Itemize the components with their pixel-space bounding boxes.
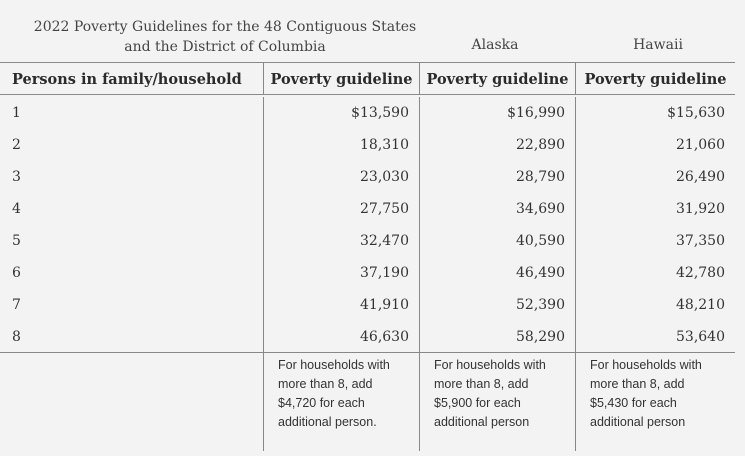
row-8-alaska: 58,290 [419,321,575,353]
row-8-contiguous: 46,630 [263,321,419,353]
row-3-contiguous: 23,030 [263,161,419,193]
row-8-hawaii: 53,640 [575,321,735,353]
row-1-alaska: $16,990 [419,97,575,129]
row-4-alaska: 34,690 [419,193,575,225]
row-4-contiguous: 27,750 [263,193,419,225]
row-3-hawaii: 26,490 [575,161,735,193]
hawaii-column-title: Hawaii [633,37,683,53]
table-title: 2022 Poverty Guidelines for the 48 Contiguous States and the District of Columbia [33,19,417,55]
row-1-persons: 1 [12,105,21,121]
row-5-alaska: 40,590 [419,225,575,257]
header-alaska-guideline: Poverty guideline [419,62,575,95]
row-6-hawaii: 42,780 [575,257,735,289]
row-2-contiguous: 18,310 [263,129,419,161]
row-7-contiguous: 41,910 [263,289,419,321]
poverty-guidelines-table [0,62,735,451]
table-title-area [0,0,745,62]
header-contiguous-guideline: Poverty guideline [263,62,419,95]
header-hawaii-guideline: Poverty guideline [575,62,735,95]
footnote-alaska: For households with more than 8, add $5,900 for each additional person [419,353,575,451]
alaska-column-title: Alaska [471,37,519,53]
header-persons: Persons in family/household [0,62,263,95]
row-3-alaska: 28,790 [419,161,575,193]
row-2-hawaii: 21,060 [575,129,735,161]
row-7-hawaii: 48,210 [575,289,735,321]
footnote-hawaii: For households with more than 8, add $5,430 for each additional person [575,353,735,451]
row-8-persons: 8 [0,321,263,353]
row-5-persons: 5 [12,233,21,249]
row-4-hawaii: 31,920 [575,193,735,225]
row-6-persons: 6 [12,265,21,281]
row-1-contiguous: $13,590 [263,97,419,129]
row-6-alaska: 46,490 [419,257,575,289]
row-3-persons: 3 [12,169,21,185]
row-7-persons: 7 [12,297,21,313]
row-4-persons: 4 [12,201,21,217]
footnote-spacer [0,353,263,451]
row-2-persons: 2 [12,137,21,153]
row-6-contiguous: 37,190 [263,257,419,289]
footnote-contiguous: For households with more than 8, add $4,720 for each additional person. [263,353,419,451]
row-2-alaska: 22,890 [419,129,575,161]
row-5-contiguous: 32,470 [263,225,419,257]
row-1-hawaii: $15,630 [575,97,735,129]
row-5-hawaii: 37,350 [575,225,735,257]
row-7-alaska: 52,390 [419,289,575,321]
